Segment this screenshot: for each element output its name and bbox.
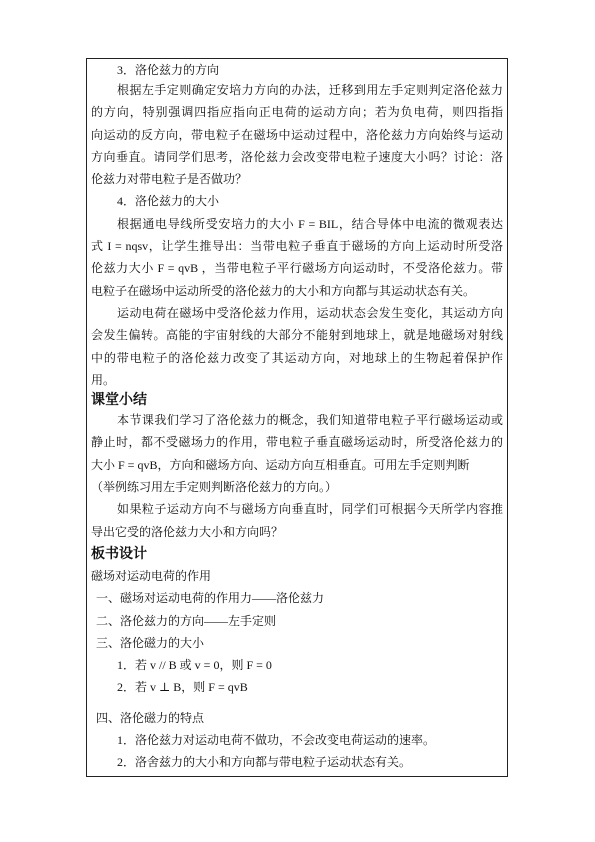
lesson-content-cell bbox=[86, 58, 508, 777]
direction-line: 伦兹力对带电粒子是否做功？ bbox=[91, 172, 248, 187]
direction-line: 向运动的反方向，带电粒子在磁场中运动过程中，洛伦兹力方向始终与运动 bbox=[91, 127, 503, 142]
summary-line: 静止时，都不受磁场力的作用，带电粒子垂直磁场运动时，所受洛伦兹力的 bbox=[91, 435, 503, 450]
section-direction-title: 3．洛伦兹力的方向 bbox=[117, 63, 220, 77]
board-item: 二、洛伦兹力的方向——左手定则 bbox=[96, 613, 277, 628]
summary-line: 本节课我们学习了洛伦兹力的概念，我们知道带电粒子平行磁场运动或 bbox=[117, 413, 503, 428]
magnitude-line: 根据通电导线所受安培力的大小 F = BIL，结合导体中电流的微观表达 bbox=[117, 216, 503, 231]
summary-line: （举例练习用左手定则判断洛伦兹力的方向。） bbox=[91, 480, 338, 495]
magnitude-line: 式 I = nqsv，让学生推导出：当带电粒子垂直于磁场的方向上运动时所受洛 bbox=[91, 239, 503, 254]
summary-heading: 课堂小结 bbox=[91, 392, 147, 409]
board-design-title: 磁场对运动电荷的作用 bbox=[91, 568, 212, 583]
magnitude-line: 电粒子在磁场中运动所受的洛伦兹力的大小和方向都与其运动状态有关。 bbox=[91, 283, 476, 298]
cosmic-ray-line: 中的带电粒子的洛伦兹力改变了其运动方向，对地球上的生物起着保护作 bbox=[91, 350, 503, 365]
summary-line: 导出它受的洛伦兹力大小和方向吗？ bbox=[91, 524, 284, 539]
summary-line: 如果粒子运动方向不与磁场方向垂直时，同学们可根据今天所学内容推 bbox=[117, 502, 503, 517]
direction-line: 的方向，特别强调四指应指向正电荷的运动方向；若为负电荷，则四指指 bbox=[91, 105, 503, 120]
board-item: 三、洛伦磁力的大小 bbox=[96, 635, 205, 650]
board-subitem: 1．若 v // B 或 v = 0，则 F = 0 bbox=[117, 658, 272, 673]
board-subitem: 1．洛伦兹力对运动电荷不做功，不会改变电荷运动的速率。 bbox=[117, 733, 436, 748]
section-magnitude-title: 4．洛伦兹力的大小 bbox=[117, 194, 220, 209]
board-subitem: 2．洛舍兹力的大小和方向都与带电粒子运动状态有关。 bbox=[117, 755, 412, 770]
board-item: 一、磁场对运动电荷的作用力——洛伦兹力 bbox=[96, 591, 325, 606]
summary-line: 大小 F = qvB，方向和磁场方向、运动方向互相垂直。可用左手定则判断 bbox=[91, 457, 470, 472]
board-subitem: 2．若 v ⊥ B，则 F = qvB bbox=[117, 680, 248, 695]
direction-line: 方向垂直。请同学们思考，洛伦兹力会改变带电粒子速度大小吗？讨论：洛 bbox=[91, 149, 503, 164]
cosmic-ray-line: 用。 bbox=[91, 372, 116, 387]
cosmic-ray-line: 运动电荷在磁场中受洛伦兹力作用，运动状态会发生变化，其运动方向 bbox=[117, 305, 503, 320]
magnitude-line: 伦兹力大小 F = qvB ，当带电粒子平行磁场方向运动时，不受洛伦兹力。带 bbox=[91, 261, 503, 276]
board-design-heading: 板书设计 bbox=[91, 545, 147, 562]
board-item: 四、洛伦磁力的特点 bbox=[96, 710, 205, 725]
direction-line: 根据左手定则确定安培力方向的办法，迁移到用左手定则判定洛伦兹力 bbox=[117, 83, 503, 97]
cosmic-ray-line: 会发生偏转。高能的宇宙射线的大部分不能射到地球上，就是地磁场对射线 bbox=[91, 328, 503, 343]
